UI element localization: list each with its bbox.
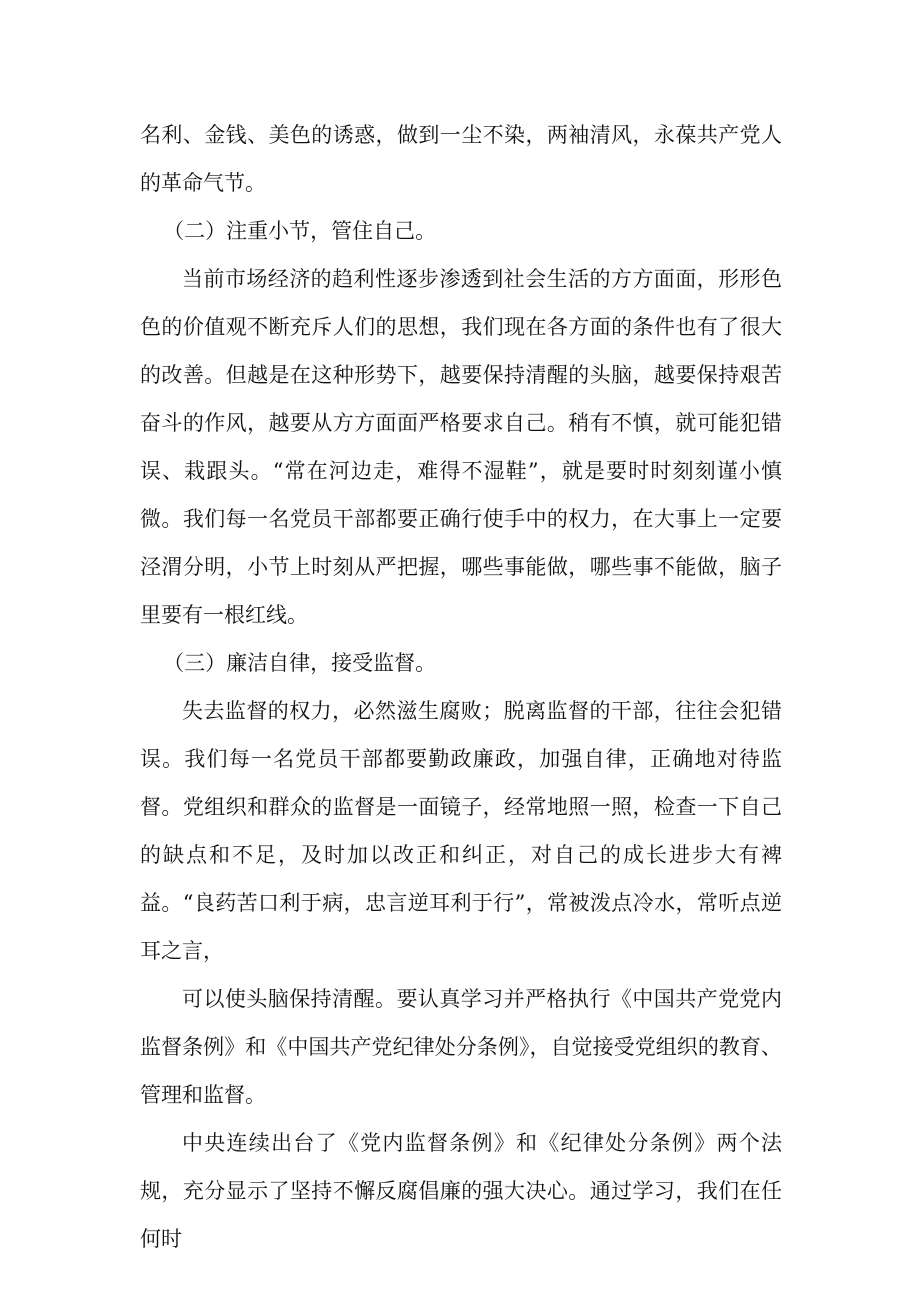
paragraph-section-2: 当前市场经济的趋利性逐步渗透到社会生活的方方面面，形形色色的价值观不断充斥人们的思想，我们现在各方面的条件也有了很大的改善。但越是在这种形势下，越要保持清醒的头脑，越要保持艰苦奋斗的作风，越要从方方面面严格要求自己。稍有不慎，就可能犯错误、栽跟头。“常在河边走，难得不湿鞋”，就是要时时刻刻谨小慎微。我们每一名党员干部都要正确行使手中的权力，在大事上一定要泾渭分明，小节上时刻从严把握，哪些事能做，哪些事不能做，脑子里要有一根红线。: [140, 267, 782, 627]
section-heading-2: （二）注重小节，管住自己。: [163, 219, 437, 243]
paragraph-continuation: 名利、金钱、美色的诱惑，做到一尘不染，两袖清风，永葆共产党人的革命气节。: [140, 123, 782, 195]
section-heading-3: （三）廉洁自律，接受监督。: [163, 651, 437, 675]
paragraph-section-3-a: 失去监督的权力，必然滋生腐败；脱离监督的干部，往往会犯错误。我们每一名党员干部都要勤政廉政，加强自律，正确地对待监督。党组织和群众的监督是一面镜子，经常地照一照，检查一下自己的缺点和不足，及时加以改正和纠正，对自己的成长进步大有裨益。“良药苦口利于病，忠言逆耳利于行”，常被泼点冷水，常听点逆耳之言，: [140, 699, 782, 963]
paragraph-section-3-c: 中央连续出台了《党内监督条例》和《纪律处分条例》两个法规，充分显示了坚持不懈反腐倡廉的强大决心。通过学习，我们在任何时: [140, 1131, 782, 1251]
paragraph-section-3-b: 可以使头脑保持清醒。要认真学习并严格执行《中国共产党党内监督条例》和《中国共产党纪律处分条例》，自觉接受党组织的教育、管理和监督。: [140, 987, 782, 1107]
document-body: [140, 111, 782, 1263]
